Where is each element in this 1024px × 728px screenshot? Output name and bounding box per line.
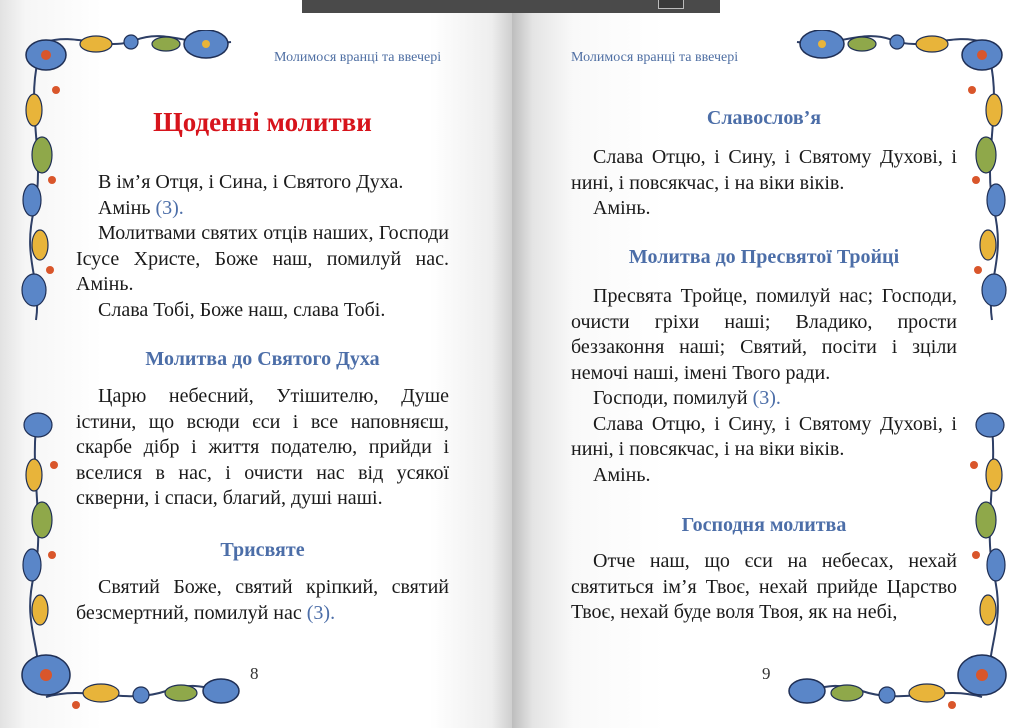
lord-have-mercy-text: Господи, помилуй <box>593 387 753 409</box>
intro-line-2-text: Амінь <box>98 196 156 219</box>
intro-line-2 <box>76 196 449 222</box>
amen-line: Амінь. <box>593 463 651 486</box>
section-text-doxology: Слава Отцю, і Сину, і Святому Духові, і нині, і повсякчас, і на віки віків. <box>571 146 957 194</box>
intro-line-1 <box>76 170 449 196</box>
section-text-trisagion <box>76 575 449 626</box>
repeat-ref: (3). <box>155 196 184 219</box>
page-number: 8 <box>250 664 259 683</box>
section-text-trisagion-body: Святий Боже, святий кріпкий, святий безсмертний, помилуй нас <box>76 576 449 624</box>
section-title-trinity: Молитва до Пресвятої Тройці <box>628 246 900 268</box>
repeat-ref: (3). <box>306 601 336 624</box>
amen-line: Амінь. <box>593 197 651 219</box>
running-head: Молимося вранці та ввечері <box>571 50 739 65</box>
running-head: Молимося вранці та ввечері <box>274 50 442 65</box>
repeat-ref: (3). <box>752 387 781 409</box>
page-number: 9 <box>762 664 771 683</box>
section-text-lords-prayer: Отче наш, що єси на небесах, нехай святиться ім’я Твоє, нехай прийде Царство Твоє, нехай буде воля Твоя, як на небі, <box>571 550 957 623</box>
section-title-holy-spirit: Молитва до Святого Духа <box>145 348 380 370</box>
glory-line: Слава Отцю, і Сину, і Святому Духові, і нині, і повсякчас, і на віки віків. <box>571 412 957 460</box>
right-page <box>512 0 1024 728</box>
intro-line-1-text: В ім’я Отця, і Сина, і Святого Духа. <box>98 171 404 193</box>
section-title-lords-prayer: Господня молитва <box>681 514 847 536</box>
lord-have-mercy-line <box>571 386 957 412</box>
page-title: Щоденні молитви <box>153 107 372 137</box>
viewer-toolbar[interactable] <box>302 0 720 13</box>
section-text-trinity: Пресвята Тройце, помилуй нас; Господи, очисти гріхи наші; Владико, прости беззаконня наші; Святий, посіти і зціли немочі наші, імені Твого ради. <box>571 285 957 384</box>
section-title-trisagion: Трисвяте <box>220 539 305 561</box>
section-text-holy-spirit: Царю небесний, Утішителю, Душе істини, що всюди єси і все наповняєш, скарбе дібр і життя подателю, прийди і вселися в нас, і очисти нас від усякої скверни, і спаси, благий, душі наші. <box>76 385 449 509</box>
intro-paragraph-2: Молитвами святих отців наших, Господи Ісусе Христе, Боже наш, помилуй нас. Амінь. <box>76 222 449 295</box>
intro-paragraph-3: Слава Тобі, Боже наш, слава Тобі. <box>98 298 386 321</box>
toolbar-button[interactable] <box>658 0 684 9</box>
section-title-doxology: Славослов’я <box>706 107 822 129</box>
